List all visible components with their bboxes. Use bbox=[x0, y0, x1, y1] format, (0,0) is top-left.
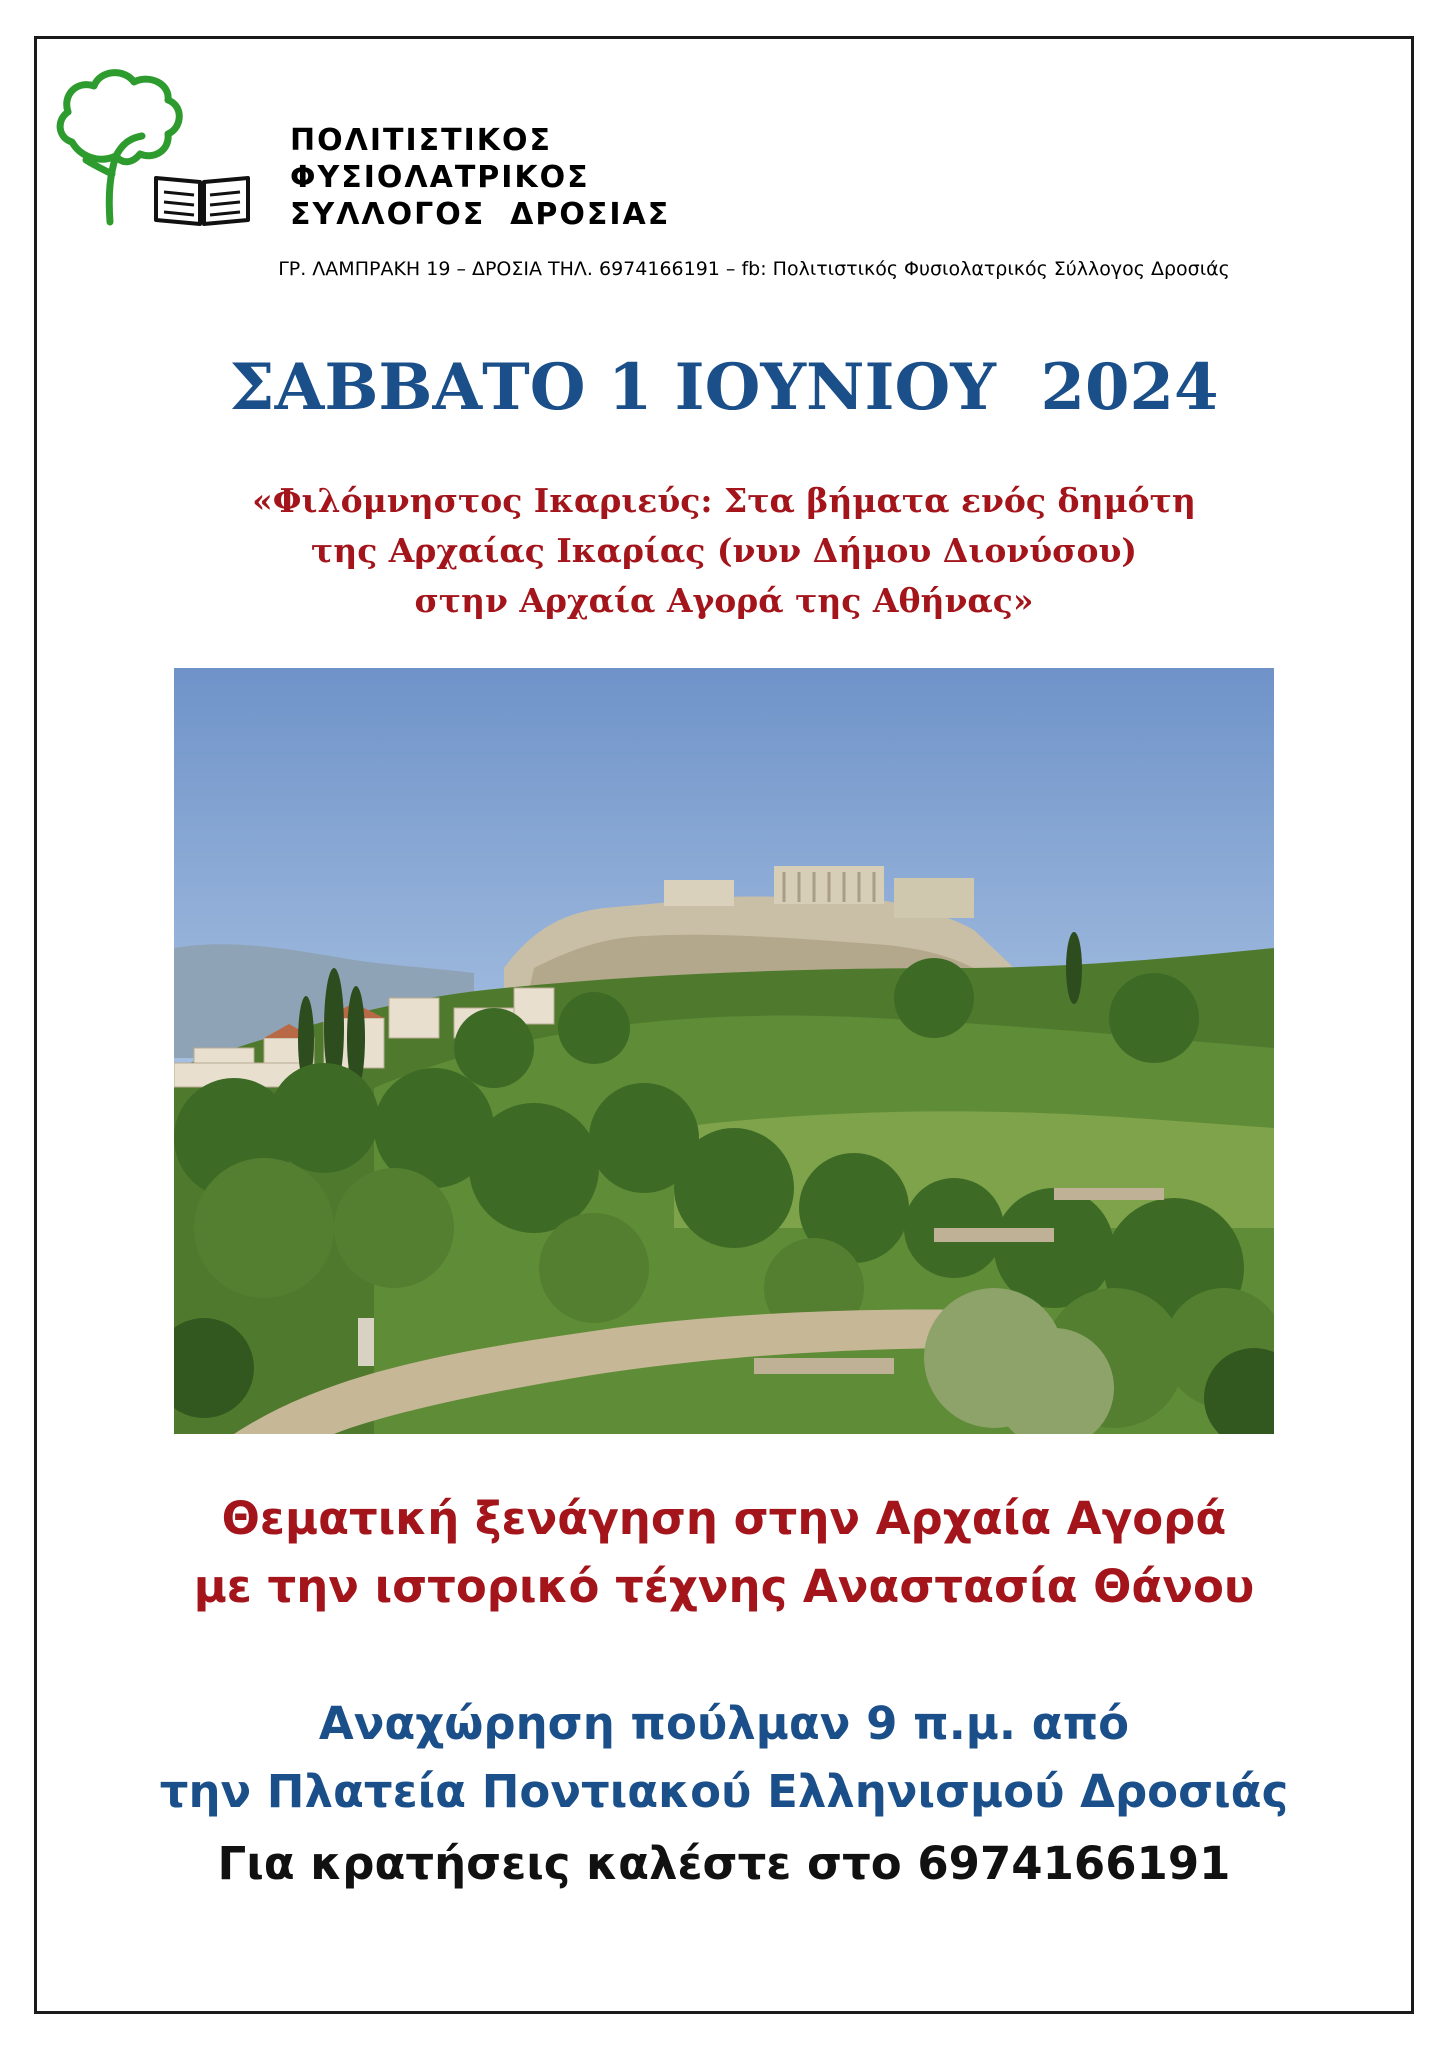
agora-photo bbox=[174, 668, 1274, 1434]
organization-name bbox=[290, 122, 670, 233]
contact-line: ΓΡ. ΛΑΜΠΡΑΚΗ 19 – ΔΡΟΣΙΑ ΤΗΛ. 6974166191 – fb: Πολιτιστικός Φυσιολατρικός Σύλλογος Δροσιάς bbox=[278, 258, 1230, 280]
departure-line: Αναχώρηση πούλμαν 9 π.μ. από bbox=[318, 1697, 1130, 1750]
subtitle-line: της Αρχαίας Ικαρίας (νυν Δήμου Διονύσου) bbox=[311, 531, 1137, 570]
subtitle-line: «Φιλόμνηστος Ικαριεύς: Στα βήματα ενός δημότη bbox=[252, 481, 1196, 520]
departure-line: την Πλατεία Ποντιακού Ελληνισμού Δροσιάς bbox=[159, 1765, 1289, 1818]
org-name-line: ΦΥΣΙΟΛΑΤΡΙΚΟΣ bbox=[290, 160, 590, 195]
org-name-line: ΠΟΛΙΤΙΣΤΙΚΟΣ bbox=[290, 123, 552, 158]
event-subtitle bbox=[0, 476, 1448, 626]
subtitle-line: στην Αρχαία Αγορά της Αθήνας» bbox=[414, 581, 1034, 620]
departure-info bbox=[0, 1690, 1448, 1826]
tour-line: Θεματική ξενάγηση στην Αρχαία Αγορά bbox=[221, 1492, 1227, 1545]
tour-description bbox=[0, 1485, 1448, 1621]
booking-info: Για κρατήσεις καλέστε στο 6974166191 bbox=[217, 1837, 1231, 1890]
tour-line: με την ιστορικό τέχνης Αναστασία Θάνου bbox=[193, 1560, 1255, 1613]
org-name-line: ΣΥΛΛΟΓΟΣ ΔΡΟΣΙΑΣ bbox=[290, 197, 671, 232]
book-icon bbox=[152, 170, 252, 228]
event-date: ΣΑΒΒΑΤΟ 1 ΙΟΥΝΙΟΥ 2024 bbox=[229, 350, 1219, 425]
